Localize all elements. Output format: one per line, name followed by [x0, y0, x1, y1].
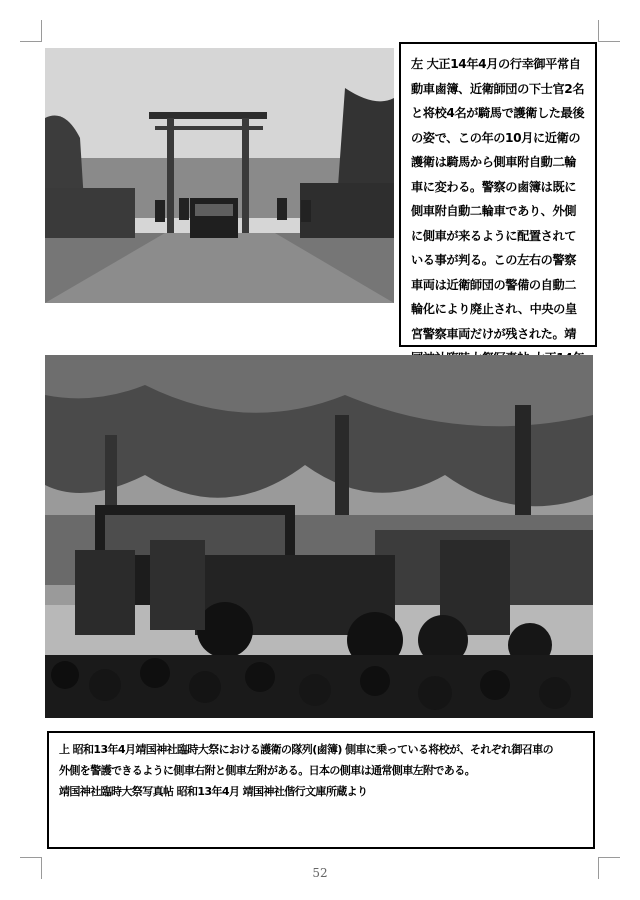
- crop-mark: [20, 41, 42, 42]
- caption-top: [399, 42, 597, 347]
- crop-mark: [598, 20, 599, 42]
- caption-bottom-line-1: 上 昭和13年4月靖国神社臨時大祭における護衛の隊列(鹵簿) 側車に乗っている将校が、それぞれ御召車の: [59, 743, 554, 756]
- page-number: 52: [312, 866, 328, 880]
- crop-mark: [598, 857, 620, 858]
- crop-mark: [598, 41, 620, 42]
- caption-bottom-line-3: 靖国神社臨時大祭写真帖 昭和13年4月 靖国神社偕行文庫所蔵より: [59, 785, 368, 798]
- caption-bottom-line-2: 外側を警護できるように側車右附と側車左附がある。日本の側車は通常側車左附である。: [59, 764, 475, 777]
- crop-mark: [41, 20, 42, 42]
- photo-motorcycle-escort: [45, 355, 593, 718]
- caption-top-text: 左 大正14年4月の行幸御平常自動車鹵簿、近衛師団の下士官2名と将校4名が騎馬で護衛した最後の姿で、この年の10月に近衛の護衛は騎馬から側車附自動二輪車に変わる。警察の鹵簿は既に側車附自動二輪車であり、外側に側車が来るように配置されている事が判る。この左右の警察車両は近衛師団の警備の自動二輪化により廃止され、中央の皇宮警察車両だけが残された。靖: [411, 57, 585, 341]
- caption-bottom: [47, 731, 595, 849]
- crop-mark: [20, 857, 42, 858]
- photo-procession-torii: [45, 48, 394, 303]
